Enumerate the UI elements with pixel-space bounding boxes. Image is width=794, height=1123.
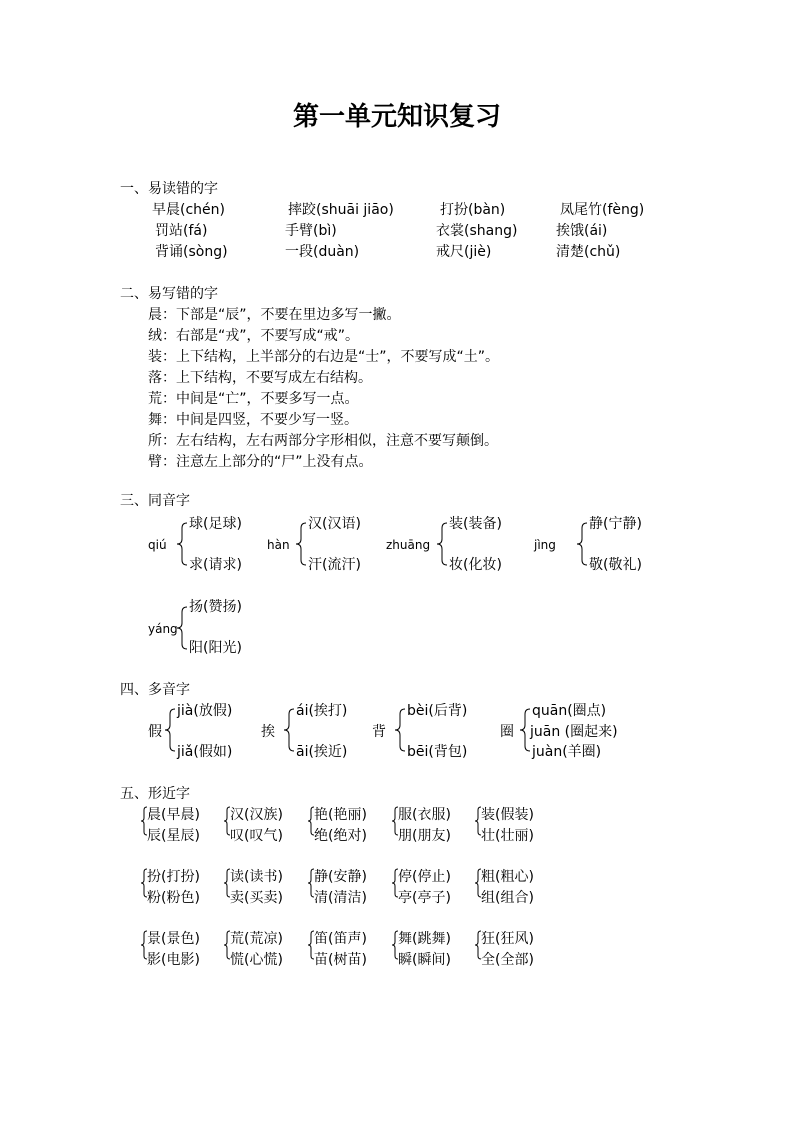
polyphone-reading: jiǎ(假如) (177, 744, 233, 760)
brace-icon (283, 708, 295, 752)
section-1-heading: 一、易读错的字 (120, 181, 218, 197)
similar-char: 荒(荒凉) (230, 931, 283, 947)
brace-icon (176, 522, 188, 566)
section-2-heading: 二、易写错的字 (120, 286, 218, 302)
homophone-b: 妆(化妆) (449, 557, 502, 573)
s1-item: 背诵(sòng) (155, 244, 228, 260)
similar-char: 卖(买卖) (230, 890, 283, 906)
homophone-pinyin: jìng (534, 538, 556, 552)
homophone-pinyin: yáng (148, 622, 178, 636)
polyphone-reading: quān(圈点) (532, 703, 607, 719)
section-5-heading: 五、形近字 (120, 786, 190, 802)
s1-item: 早晨(chén) (152, 202, 225, 218)
similar-char: 清(清洁) (314, 890, 367, 906)
similar-char: 影(电影) (147, 952, 200, 968)
section-4-heading: 四、多音字 (120, 682, 190, 698)
s2-line: 舞：中间是四竖，不要少写一竖。 (148, 412, 358, 428)
brace-icon (295, 522, 307, 566)
homophone-a: 扬(赞扬) (189, 599, 242, 615)
similar-char: 停(停止) (398, 869, 451, 885)
homophone-a: 静(宁静) (589, 516, 642, 532)
s2-line: 落：上下结构，不要写成左右结构。 (148, 370, 372, 386)
s1-item: 挨饿(ái) (556, 223, 608, 239)
brace-icon (436, 522, 448, 566)
similar-char: 粉(粉色) (147, 890, 200, 906)
s1-item: 罚站(fá) (155, 223, 208, 239)
page-title: 第一单元知识复习 (292, 102, 501, 132)
s1-item: 凤尾竹(fèng) (560, 202, 645, 218)
homophone-pinyin: hàn (267, 538, 290, 552)
homophone-a: 汉(汉语) (308, 516, 361, 532)
similar-char: 晨(早晨) (147, 807, 200, 823)
homophone-pinyin: zhuāng (386, 538, 431, 552)
homophone-b: 汗(流汗) (308, 557, 361, 573)
similar-char: 汉(汉族) (230, 807, 283, 823)
similar-char: 狂(狂风) (481, 931, 534, 947)
similar-char: 服(衣服) (398, 807, 451, 823)
similar-char: 亭(亭子) (398, 890, 451, 906)
similar-char: 苗(树苗) (314, 952, 367, 968)
s1-item: 一段(duàn) (285, 244, 360, 260)
polyphone-reading: ái(挨打) (296, 703, 348, 719)
similar-char: 笛(笛声) (314, 931, 367, 947)
homophone-a: 装(装备) (449, 516, 502, 532)
s1-item: 摔跤(shuāi jiāo) (288, 202, 394, 218)
similar-char: 朋(朋友) (398, 828, 451, 844)
polyphone-reading: āi(挨近) (296, 744, 348, 760)
similar-char: 装(假装) (481, 807, 534, 823)
similar-char: 扮(打扮) (147, 869, 200, 885)
homophone-pinyin: qiú (148, 538, 167, 552)
homophone-b: 求(请求) (189, 557, 242, 573)
polyphone-reading: juān (圈起来) (530, 724, 618, 740)
polyphone-char: 背 (372, 724, 386, 740)
s2-line: 绒：右部是“戎”，不要写成“戒”。 (148, 328, 360, 344)
s1-item: 打扮(bàn) (440, 202, 506, 218)
homophone-b: 阳(阳光) (189, 640, 242, 656)
polyphone-reading: bèi(后背) (407, 703, 468, 719)
similar-char: 绝(绝对) (314, 828, 367, 844)
s1-item: 衣裳(shang) (436, 223, 518, 239)
homophone-a: 球(足球) (189, 516, 242, 532)
s1-item: 手臂(bì) (285, 223, 337, 239)
similar-char: 静(安静) (314, 869, 367, 885)
polyphone-char: 挨 (261, 724, 275, 740)
similar-char: 瞬(瞬间) (398, 952, 451, 968)
similar-char: 读(读书) (230, 869, 283, 885)
s1-item: 清楚(chǔ) (556, 244, 621, 260)
s2-line: 臂：注意左上部分的“尸”上没有点。 (148, 454, 373, 470)
s1-item: 戒尺(jiè) (436, 244, 492, 260)
polyphone-reading: bēi(背包) (407, 744, 468, 760)
similar-char: 叹(叹气) (230, 828, 283, 844)
s2-line: 所：左右结构，左右两部分字形相似，注意不要写颠倒。 (148, 433, 498, 449)
similar-char: 粗(粗心) (481, 869, 534, 885)
similar-char: 全(全部) (481, 952, 534, 968)
polyphone-reading: juàn(羊圈) (532, 744, 602, 760)
brace-icon (164, 708, 176, 752)
section-3-heading: 三、同音字 (120, 493, 190, 509)
polyphone-char: 圈 (500, 724, 514, 740)
similar-char: 组(组合) (481, 890, 534, 906)
brace-icon (394, 708, 406, 752)
similar-char: 舞(跳舞) (398, 931, 451, 947)
polyphone-reading: jià(放假) (177, 703, 233, 719)
homophone-b: 敬(敬礼) (589, 557, 642, 573)
polyphone-char: 假 (148, 724, 162, 740)
similar-char: 壮(壮丽) (481, 828, 534, 844)
similar-char: 辰(星辰) (147, 828, 200, 844)
similar-char: 景(景色) (147, 931, 200, 947)
brace-icon (176, 606, 188, 650)
brace-icon (576, 522, 588, 566)
s2-line: 装：上下结构，上半部分的右边是“士”，不要写成“土”。 (148, 349, 500, 365)
s2-line: 晨：下部是“辰”，不要在里边多写一撇。 (148, 307, 401, 323)
similar-char: 慌(心慌) (230, 952, 283, 968)
similar-char: 艳(艳丽) (314, 807, 367, 823)
s2-line: 荒：中间是“亡”，不要多写一点。 (148, 391, 359, 407)
